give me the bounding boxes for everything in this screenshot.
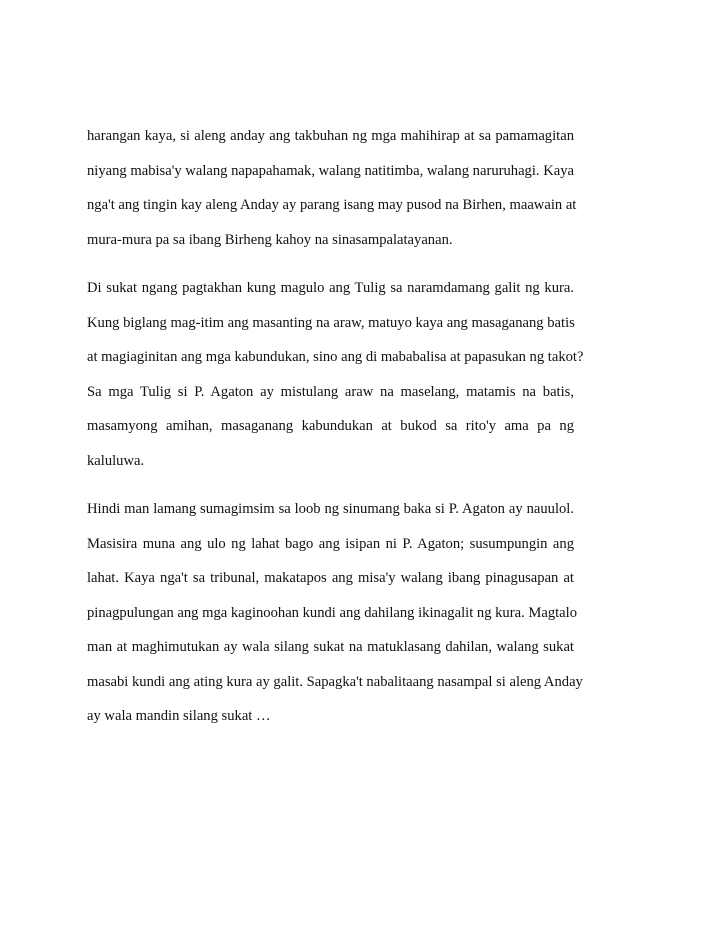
text-line: Hindi man lamang sumagimsim sa loob ng sinumang baka si P. Agaton ay nauulol. <box>87 501 574 517</box>
paragraph-1 <box>87 119 577 257</box>
text-line: Di sukat ngang pagtakhan kung magulo ang Tulig sa naramdamang galit ng kura. <box>87 280 574 296</box>
paragraph-3 <box>87 492 583 734</box>
text-line: masamyong amihan, masaganang kabundukan at bukod sa rito'y ama pa ng <box>87 418 574 434</box>
text-line: niyang mabisa'y walang napapahamak, walang natitimba, walang naruruhagi. Kaya <box>87 162 574 179</box>
text-line: man at maghimutukan ay wala silang sukat na matuklasang dahilan, walang sukat <box>87 639 574 655</box>
text-line: harangan kaya, si aleng anday ang takbuhan ng mga mahihirap at sa pamamagitan <box>87 128 574 144</box>
text-line: mura-mura pa sa ibang Birheng kahoy na sinasampalatayanan. <box>87 231 453 248</box>
text-line: masabi kundi ang ating kura ay galit. Sapagka't nabalitaang nasampal si aleng Anday <box>87 673 583 690</box>
text-line: Kung biglang mag-itim ang masanting na araw, matuyo kaya ang masaganang batis <box>87 314 575 331</box>
text-line: kaluluwa. <box>87 452 145 469</box>
body-text <box>87 119 584 734</box>
text-line: lahat. Kaya nga't sa tribunal, makatapos ang misa'y walang ibang pinagusapan at <box>87 570 574 586</box>
text-line: at magiaginitan ang mga kabundukan, sino ang di mababalisa at papasukan ng takot? <box>87 349 584 365</box>
text-line: pinagpulungan ang mga kaginoohan kundi ang dahilang ikinagalit ng kura. Magtalo <box>87 604 577 621</box>
text-line: nga't ang tingin kay aleng Anday ay parang isang may pusod na Birhen, maawain at <box>87 197 577 213</box>
text-line: Masisira muna ang ulo ng lahat bago ang isipan ni P. Agaton; susumpungin ang <box>87 535 574 552</box>
text-line: Sa mga Tulig si P. Agaton ay mistulang araw na maselang, matamis na batis, <box>87 383 574 400</box>
text-line: ay wala mandin silang sukat … <box>87 708 271 724</box>
paragraph-2 <box>87 271 584 478</box>
